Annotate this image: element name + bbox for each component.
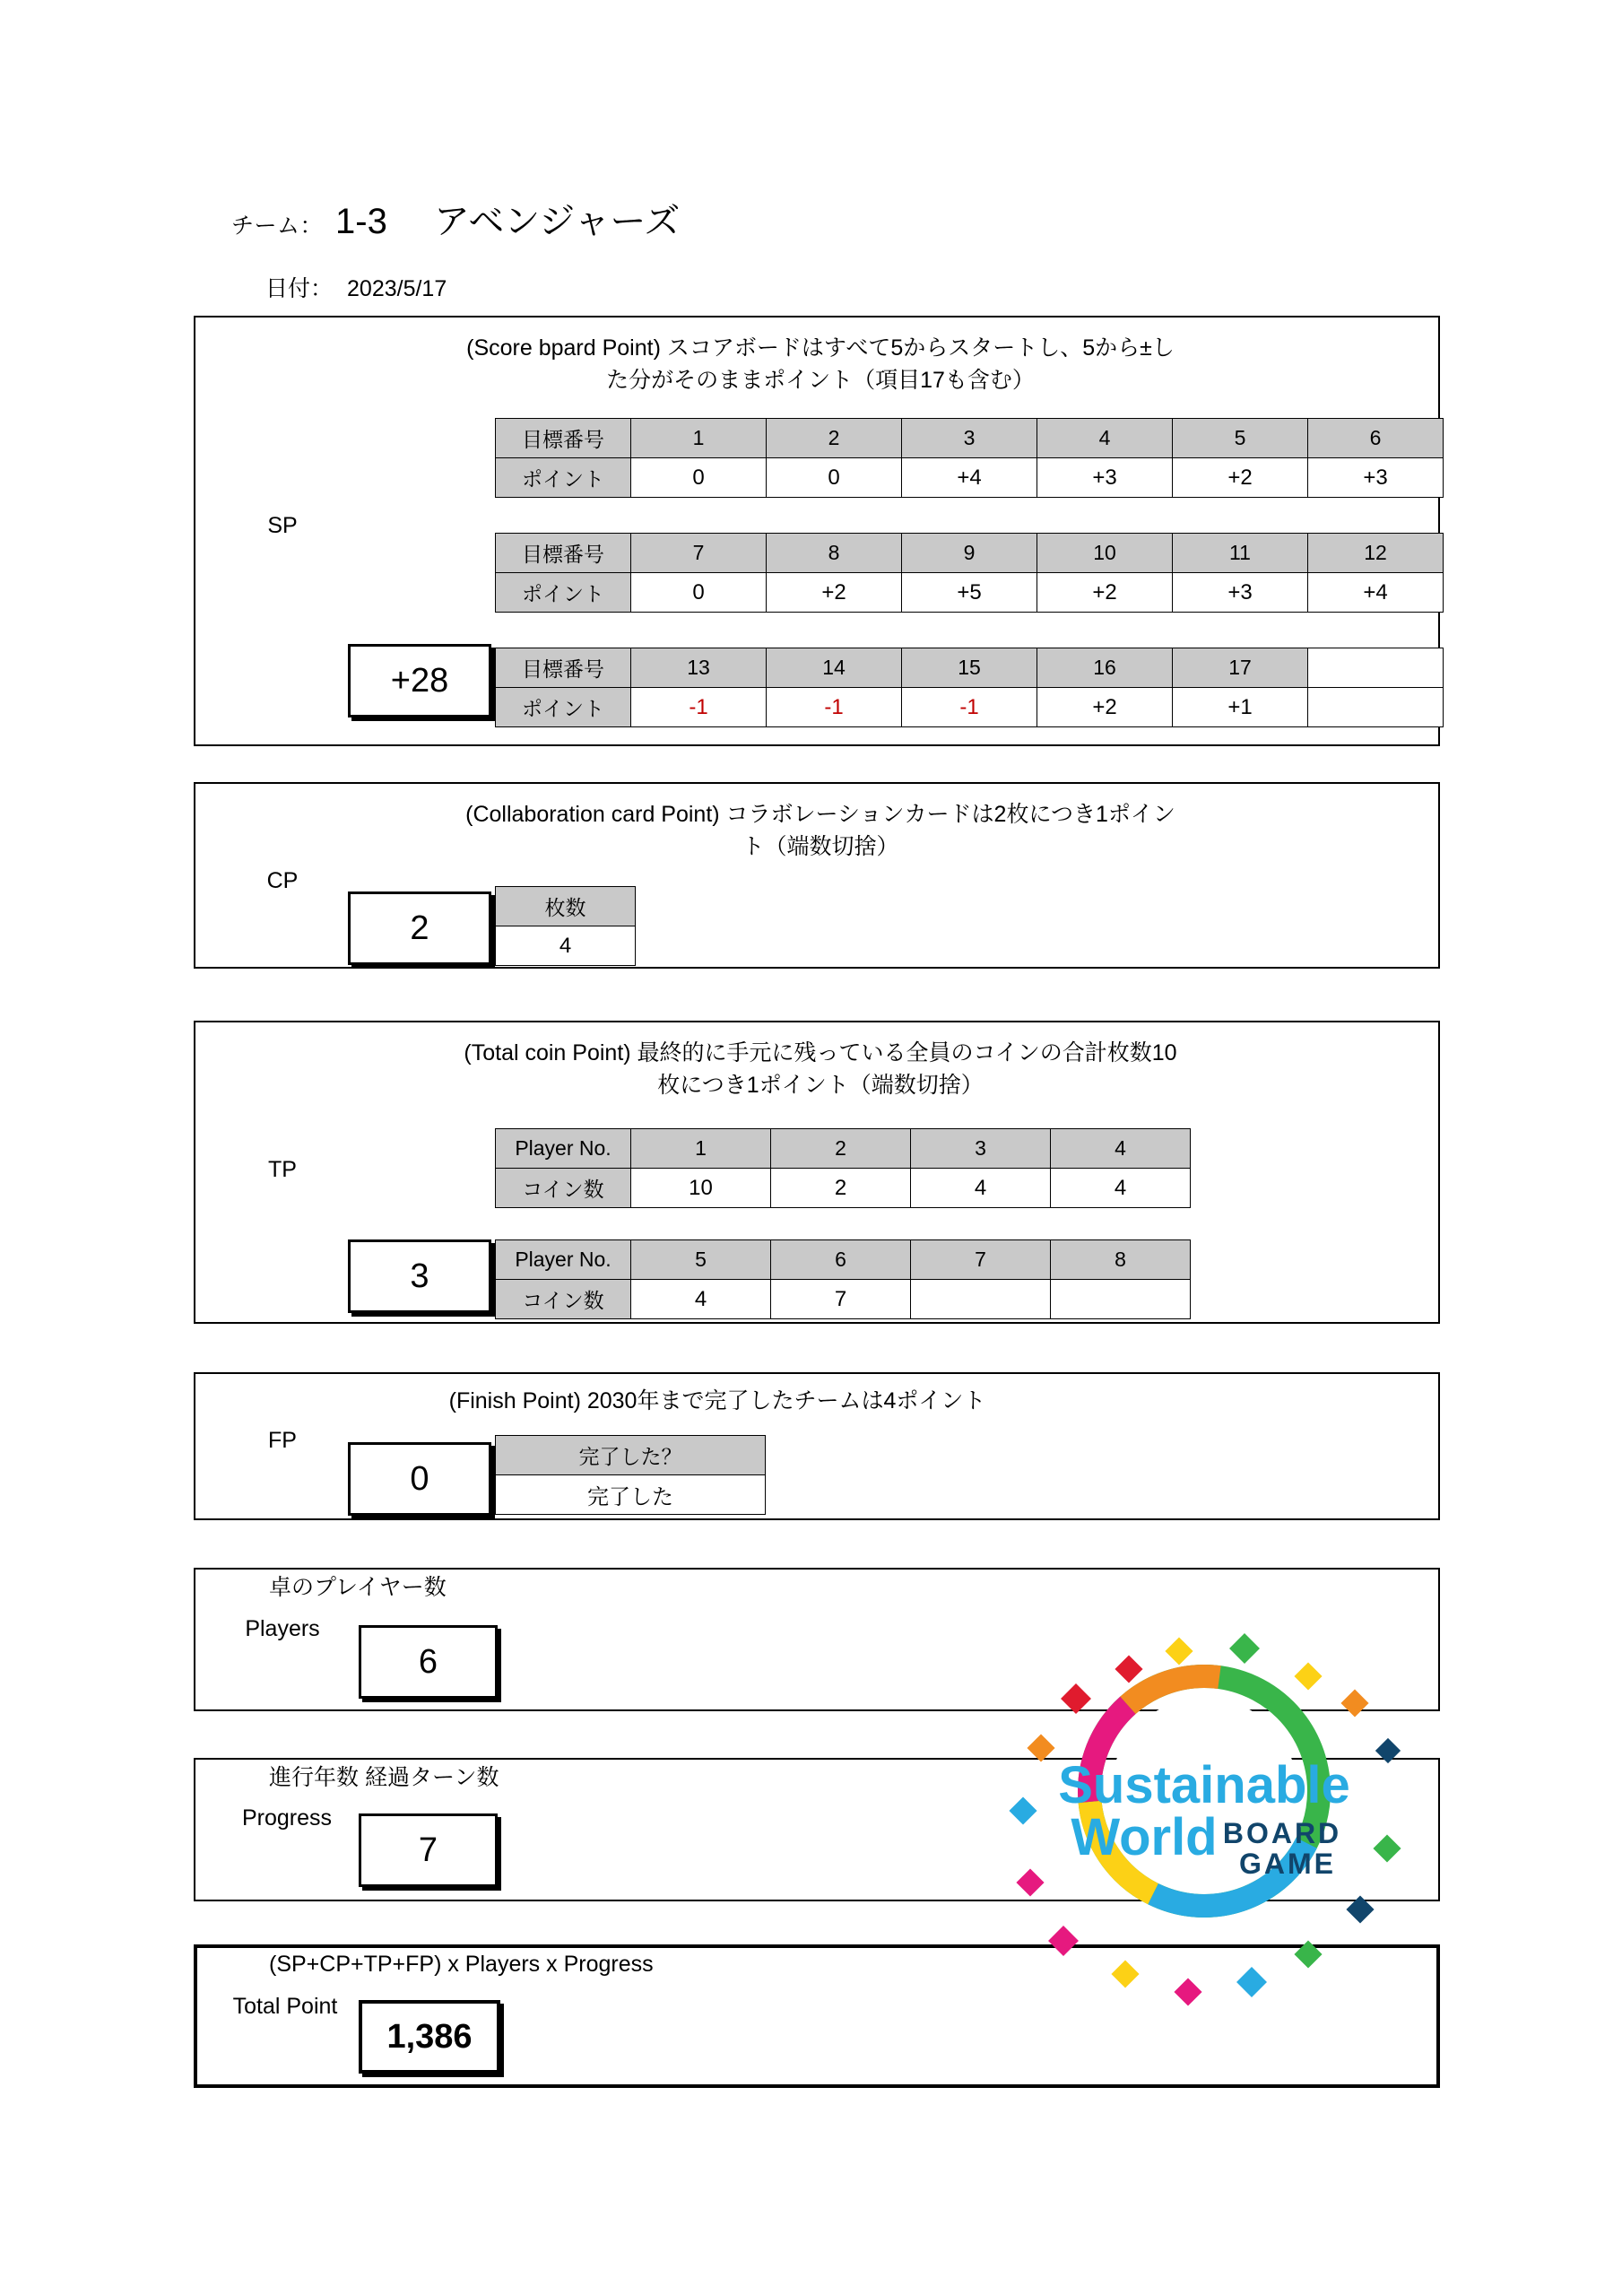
tp-coin-1-2: 2 [771, 1169, 911, 1208]
tp-note-line2: 枚につき1ポイント（端数切捨） [657, 1073, 984, 1099]
fp-note: (Finish Point) 2030年まで完了したチームは4ポイント [448, 1388, 986, 1413]
sp-table-block-2 [495, 533, 1444, 613]
sp-goal-1-6: 6 [1308, 419, 1444, 458]
tp-coin-2-1: 4 [631, 1280, 771, 1319]
table-row [496, 648, 1444, 688]
table-row [496, 534, 1444, 573]
sp-point-2-1: 0 [631, 573, 767, 613]
players-note: 卓のプレイヤー数 [269, 1575, 447, 1600]
cp-note [269, 798, 1372, 864]
cp-label: CP [266, 868, 299, 893]
cp-col-header: 枚数 [496, 887, 636, 926]
logo-word-world: World [1071, 1808, 1218, 1866]
sp-goal-3-1: 13 [631, 648, 767, 688]
logo-artwork [993, 1625, 1415, 2011]
fp-label: FP [268, 1428, 297, 1453]
tp-total-value: 3 [410, 1257, 429, 1295]
sp-point-2-6: +4 [1308, 573, 1444, 613]
tp-player-1-1: 1 [631, 1129, 771, 1169]
sp-point-1-4: +3 [1037, 458, 1173, 498]
sp-note [269, 332, 1372, 397]
tp-note [269, 1037, 1372, 1102]
tp-table-block-2 [495, 1239, 1191, 1319]
sp-goal-3-5: 17 [1173, 648, 1308, 688]
sp-point-2-5: +3 [1173, 573, 1308, 613]
tp-player-2-1: 5 [631, 1240, 771, 1280]
sp-point-3-5: +1 [1173, 688, 1308, 727]
tp-player-1-3: 3 [911, 1129, 1051, 1169]
sp-goal-row-label-3: 目標番号 [496, 648, 631, 688]
tp-coin-2-4 [1051, 1280, 1191, 1319]
date-value: 2023/5/17 [347, 276, 447, 301]
tp-player-row-label-2: Player No. [496, 1240, 631, 1280]
tp-player-1-2: 2 [771, 1129, 911, 1169]
table-row [496, 1129, 1191, 1169]
cp-note-line1: (Collaboration card Point) コラボレーションカードは2枚につき1ポイン [465, 802, 1175, 827]
fp-total-value: 0 [410, 1459, 429, 1498]
tp-coin-2-2: 7 [771, 1280, 911, 1319]
fp-total-box [348, 1442, 491, 1516]
progress-total-value: 7 [418, 1831, 438, 1869]
sp-goal-row-label-1: 目標番号 [496, 419, 631, 458]
team-number: 1-3 [335, 202, 387, 241]
date-label: 日付： [265, 276, 334, 301]
sp-goal-1-5: 5 [1173, 419, 1308, 458]
sp-goal-2-5: 11 [1173, 534, 1308, 573]
table-row [496, 419, 1444, 458]
sp-goal-2-3: 9 [902, 534, 1037, 573]
total-point-label: Total Point [232, 1994, 338, 2019]
progress-note: 進行年数 経過ターン数 [269, 1765, 499, 1790]
sp-total-box [348, 644, 491, 718]
cp-total-box [348, 891, 491, 965]
sp-goal-2-1: 7 [631, 534, 767, 573]
sp-goal-1-3: 3 [902, 419, 1037, 458]
players-total-box [359, 1625, 498, 1699]
tp-player-2-3: 7 [911, 1240, 1051, 1280]
tp-player-1-4: 4 [1051, 1129, 1191, 1169]
sp-note-line2: た分がそのままポイント（項目17も含む） [606, 368, 1035, 394]
sp-point-3-1: -1 [631, 688, 767, 727]
sp-point-1-2: 0 [767, 458, 902, 498]
sustainable-world-board-game-logo [993, 1625, 1415, 2011]
sp-point-3-3: -1 [902, 688, 1037, 727]
table-row [496, 458, 1444, 498]
sp-point-2-3: +5 [902, 573, 1037, 613]
table-row [496, 1280, 1191, 1319]
team-label: チーム： [231, 213, 324, 239]
cp-total-value: 2 [410, 909, 429, 947]
sp-point-2-2: +2 [767, 573, 902, 613]
tp-player-row-label-1: Player No. [496, 1129, 631, 1169]
table-row [496, 1436, 766, 1475]
sp-table-block-1 [495, 418, 1444, 498]
sp-point-3-2: -1 [767, 688, 902, 727]
table-row [496, 1169, 1191, 1208]
tp-note-line1: (Total coin Point) 最終的に手元に残っている全員のコインの合計枚数10 [464, 1040, 1177, 1065]
sp-point-row-label-3: ポイント [496, 688, 631, 727]
team-header [231, 193, 680, 244]
logo-word-board: BOARD [1222, 1817, 1342, 1849]
sp-point-3-4: +2 [1037, 688, 1173, 727]
sp-total-value: +28 [390, 661, 449, 700]
table-row [496, 573, 1444, 613]
players-total-value: 6 [418, 1642, 438, 1681]
sp-point-3-6 [1308, 688, 1444, 727]
progress-label: Progress [241, 1805, 333, 1831]
cp-note-line2: ト（端数切捨） [742, 834, 899, 860]
table-row [496, 1475, 766, 1515]
date-header [265, 271, 447, 303]
tp-coin-1-1: 10 [631, 1169, 771, 1208]
players-label: Players [245, 1616, 320, 1641]
fp-col-value: 完了した [496, 1475, 766, 1515]
tp-total-box [348, 1239, 491, 1313]
sp-goal-1-1: 1 [631, 419, 767, 458]
table-row [496, 926, 636, 966]
sp-note-line1: (Score bpard Point) スコアボードはすべて5からスタートし、5から±し [466, 335, 1175, 361]
sp-point-row-label-2: ポイント [496, 573, 631, 613]
sp-goal-2-4: 10 [1037, 534, 1173, 573]
table-row [496, 1240, 1191, 1280]
tp-coin-2-3 [911, 1280, 1051, 1319]
sp-table-block-3 [495, 648, 1444, 727]
sp-point-1-5: +2 [1173, 458, 1308, 498]
sp-point-1-6: +3 [1308, 458, 1444, 498]
sp-goal-3-2: 14 [767, 648, 902, 688]
tp-coin-1-4: 4 [1051, 1169, 1191, 1208]
sp-point-row-label-1: ポイント [496, 458, 631, 498]
progress-total-box [359, 1813, 498, 1887]
sp-point-1-1: 0 [631, 458, 767, 498]
fp-col-header: 完了した？ [496, 1436, 766, 1475]
sp-point-2-4: +2 [1037, 573, 1173, 613]
sp-goal-3-4: 16 [1037, 648, 1173, 688]
logo-word-sustainable: Sustainable [1058, 1756, 1350, 1814]
total-point-note: (SP+CP+TP+FP) x Players x Progress [269, 1952, 654, 1977]
table-row [496, 887, 636, 926]
logo-word-game: GAME [1239, 1848, 1336, 1880]
table-row [496, 688, 1444, 727]
sp-goal-2-6: 12 [1308, 534, 1444, 573]
cp-table [495, 886, 636, 966]
total-point-value-box [359, 2000, 500, 2074]
tp-table-block-1 [495, 1128, 1191, 1208]
tp-coin-row-label-1: コイン数 [496, 1169, 631, 1208]
tp-player-2-4: 8 [1051, 1240, 1191, 1280]
sp-goal-1-4: 4 [1037, 419, 1173, 458]
sp-goal-2-2: 8 [767, 534, 902, 573]
sp-goal-3-6 [1308, 648, 1444, 688]
tp-coin-1-3: 4 [911, 1169, 1051, 1208]
cp-col-value: 4 [496, 926, 636, 966]
tp-coin-row-label-2: コイン数 [496, 1280, 631, 1319]
sp-goal-3-3: 15 [902, 648, 1037, 688]
fp-table [495, 1435, 766, 1515]
total-point-value: 1,386 [386, 2017, 473, 2056]
tp-label: TP [268, 1157, 297, 1182]
sp-goal-1-2: 2 [767, 419, 902, 458]
sp-point-1-3: +4 [902, 458, 1037, 498]
sp-label: SP [267, 513, 298, 538]
team-name: アベンジャーズ [433, 202, 681, 241]
tp-player-2-2: 6 [771, 1240, 911, 1280]
sp-goal-row-label-2: 目標番号 [496, 534, 631, 573]
